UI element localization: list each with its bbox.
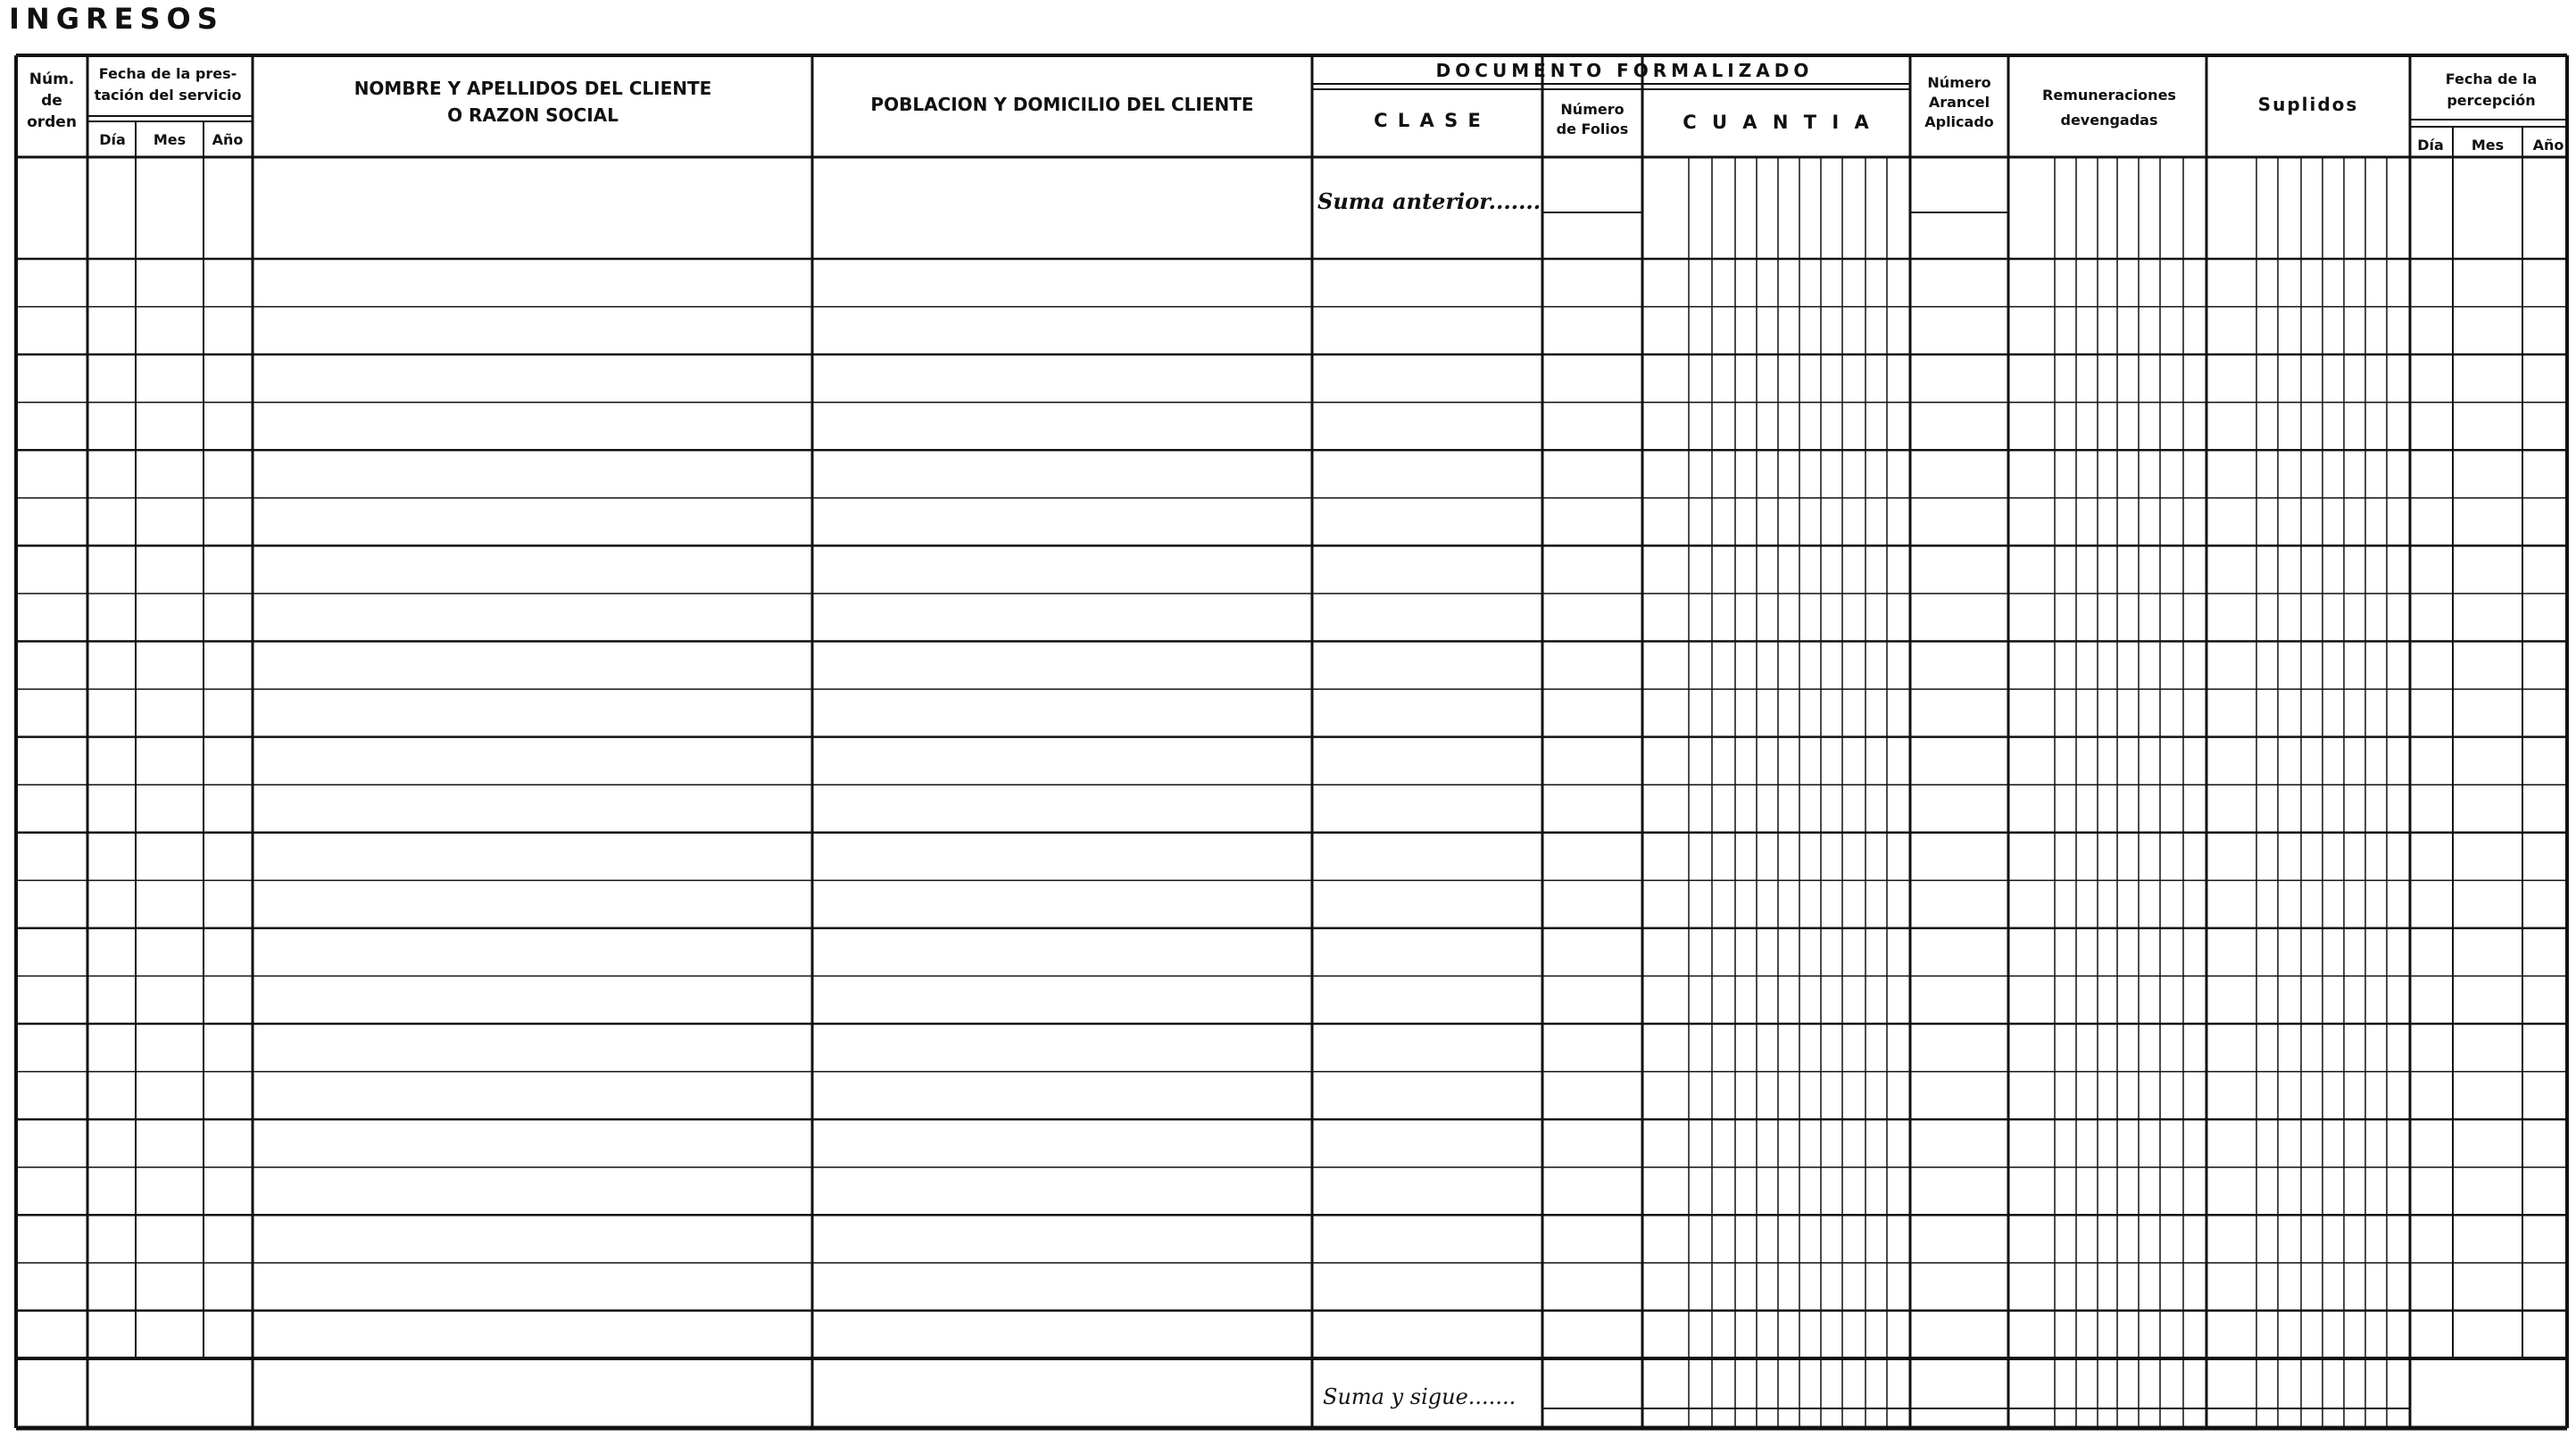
header-fecha-prestacion-2: tación del servicio	[94, 87, 242, 104]
header-prestacion-ano: Año	[212, 131, 244, 148]
header-cuantia: C U A N T I A	[1683, 112, 1874, 133]
header-clase: C L A S E	[1374, 110, 1483, 131]
header-prestacion-mes: Mes	[153, 131, 187, 148]
header-fecha-percepcion-1: Fecha de la	[2445, 71, 2538, 87]
header-num-orden-2: de	[41, 92, 62, 110]
header-numero-folios-2: de Folios	[1556, 120, 1629, 137]
header-fecha-prestacion-1: Fecha de la pres-	[98, 65, 237, 82]
header-documento: DOCUMENTO FORMALIZADO	[1435, 60, 1814, 81]
grid-lines	[16, 55, 2567, 1428]
header-nombre-2: O RAZON SOCIAL	[447, 104, 619, 126]
header-percepcion-ano: Año	[2532, 137, 2564, 154]
header-nombre-1: NOMBRE Y APELLIDOS DEL CLIENTE	[353, 78, 712, 99]
header-remuneraciones-1: Remuneraciones	[2042, 87, 2176, 104]
header-fecha-percepcion-2: percepción	[2447, 92, 2536, 109]
header-remuneraciones-2: devengadas	[2060, 112, 2158, 129]
header-num-orden-3: orden	[27, 113, 77, 131]
header-prestacion-dia: Día	[99, 131, 126, 148]
suma-y-sigue-label: Suma y sigue.......	[1323, 1384, 1517, 1409]
header-percepcion-mes: Mes	[2471, 137, 2505, 154]
header-numero-arancel-3: Aplicado	[1924, 113, 1994, 130]
header-numero-folios-1: Número	[1560, 101, 1625, 118]
suma-anterior-label: Suma anterior.......	[1317, 188, 1541, 214]
header-poblacion: POBLACION Y DOMICILIO DEL CLIENTE	[870, 94, 1254, 115]
header-suplidos: Suplidos	[2257, 94, 2359, 115]
page-title: INGRESOS	[9, 2, 224, 36]
header-numero-arancel-2: Arancel	[1928, 94, 1990, 111]
header-numero-arancel-1: Número	[1927, 74, 1991, 91]
header-percepcion-dia: Día	[2417, 137, 2444, 154]
header-num-orden-1: Núm.	[29, 71, 75, 88]
